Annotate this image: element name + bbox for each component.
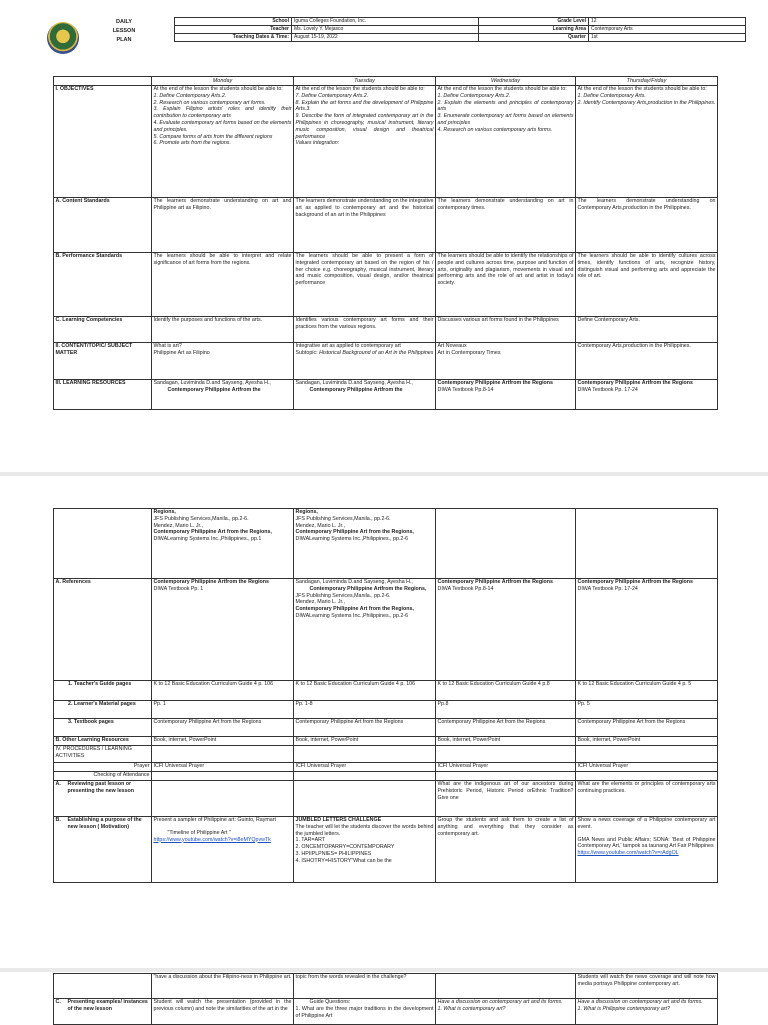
teachers-guide-tuesday: K to 12 Basic Education Curriculum Guide 4 p. 106	[294, 681, 436, 701]
lesson-table-2	[53, 508, 718, 883]
establishing-monday: Present a sampler of Philippine art: Guinto, Raymart "Timeline of Philippine Art " https://www.youtube.com/watch?v=i8eMYQpvwTk	[152, 817, 294, 883]
textbook-pages-label: 3. Textbook pages	[54, 719, 152, 737]
blank-cell-3	[54, 974, 152, 999]
grade-label: Grade Level	[479, 18, 589, 26]
continuation3-tuesday: topic from the words revealed in the challenge?	[294, 974, 436, 999]
blank-cell	[54, 509, 152, 579]
learning-resources-monday: Sandagan, Luviminda D.and Sayseng, Ayesha H., Contemporary Philippine Artfrom the	[152, 380, 294, 410]
objectives-thursday: At the end of the lesson the students should be able to: 1. Define Contemporary Arts. 2. Identify Contemporary Arts,production in the Philippines.	[576, 86, 718, 198]
performance-standards-thursday: The learners should be able to identify cultures across times, identify functions of arts, recognize history, distinguish visual and performing arts and appreciate the role of art.	[576, 253, 718, 317]
objectives-monday: At the end of the lesson the students should be able to: 1. Define Contemporary Arts.2. 2. Research on various contemporary art forms. 3. Explain Filipino artists' roles and identify their contribution to contemporary arts 4. Evaluate contemporary art forms based on the elements and principles. 5. Compare forms of arts from the different regions 6. Promote arts from the regions.	[152, 86, 294, 198]
header-table	[174, 17, 746, 42]
procedures-wednesday	[436, 746, 576, 763]
performance-standards-monday: The learners should be able to interpret and relate significance of art forms from the regions.	[152, 253, 294, 317]
other-resources-tuesday: Book, internet, PowerPoint	[294, 737, 436, 746]
dates-label: Teaching Dates & Time:	[175, 34, 292, 42]
prayer-wednesday: ICFI Universal Prayer	[436, 763, 576, 772]
reviewing-wednesday: What are the indigenous art of our ancestors during Prehistoric Period, Historic Period orEthnic Tradition? Give one	[436, 781, 576, 817]
other-resources-label: B. Other Learning Resources	[54, 737, 152, 746]
textbook-pages-monday: Contemporary Philippine Art from the Regions	[152, 719, 294, 737]
references-wednesday: Contemporary Philippine Artfrom the Regions DIWA Textbook Pp.8-14	[436, 579, 576, 681]
references-label: A. References	[54, 579, 152, 681]
learning-competencies-monday: Identify the purposes and functions of the arts.	[152, 317, 294, 343]
lesson-table-1	[53, 76, 718, 410]
content-standards-wednesday: The learners demonstrate understanding on art in contemporary times.	[436, 198, 576, 253]
presenting-wednesday: Have a discussion on contemporary art and its forms. 1. What is contemporary art?	[436, 999, 576, 1025]
learning-resources-wednesday: Contemporary Philippine Artfrom the Regions DIWA Textbook Pp.8-14	[436, 380, 576, 410]
school-logo-icon	[47, 22, 79, 54]
content-standards-monday: The learners demonstrate understanding on art and Philippine art as Filipino.	[152, 198, 294, 253]
other-resources-thursday: Book, internet, PowerPoint	[576, 737, 718, 746]
learning-resources-label: III. LEARNING RESOURCES	[54, 380, 152, 410]
performance-standards-label: B. Performance Standards	[54, 253, 152, 317]
reviewing-label: A. Reviewing past lesson or presenting the new lesson	[54, 781, 152, 817]
establishing-label: B. Establishing a purpose of the new lesson ( Motivation)	[54, 817, 152, 883]
page-2	[0, 478, 768, 968]
learners-material-thursday: Pp. 5	[576, 701, 718, 719]
performance-standards-tuesday: The learners should be able to present a form of integrated contemporary art based on the region of his / her choice e.g. choreography, musical instrument, literary and music composition, visual design, and/or theatrical performance	[294, 253, 436, 317]
textbook-pages-wednesday: Contemporary Philippine Art from the Regions	[436, 719, 576, 737]
textbook-pages-tuesday: Contemporary Philippine Art from the Regions	[294, 719, 436, 737]
teachers-guide-monday: K to 12 Basic Education Curriculum Guide 4 p. 106	[152, 681, 294, 701]
youtube-link-thursday[interactable]: https://www.youtube.com/watch?v=rAdgOL	[577, 850, 679, 857]
page-separator-2	[0, 968, 768, 972]
presenting-thursday: Have a discussion on contemporary art and its forms. 1. What is Philippine contemporary art?	[576, 999, 718, 1025]
other-resources-wednesday: Book, internet, PowerPoint	[436, 737, 576, 746]
learning-competencies-thursday: Define Contemporary Arts.	[576, 317, 718, 343]
youtube-link-monday[interactable]: https://www.youtube.com/watch?v=i8eMYQpvwTk	[153, 836, 271, 843]
procedures-thursday	[576, 746, 718, 763]
attendance-thursday	[576, 772, 718, 781]
teacher-value: Ms. Lovely Y. Mejasco	[292, 26, 479, 34]
establishing-thursday: Show a news coverage of a Philippine contemporary art event. GMA News and Public Affairs; SONA: 'Best of Philippine Contemporary Art,' tampok sa taunang Art Fair Philippines https://www.youtube.com/watch?v=rAdgOL	[576, 817, 718, 883]
content-topic-monday: What is art? Philippine Art as Filipino	[152, 343, 294, 380]
reviewing-tuesday	[294, 781, 436, 817]
references-tuesday: Sandagan, Luviminda D.and Sayseng, Ayesha H., Contemporary Philippine Artfrom the Regions, JFS Publishing Services,Manila., pp.2-6. Mendez, Mario L. Jr., Contemporary Philippine Art from the Regions, DIWALearning Systems Inc.,Philippines., pp.2-6	[294, 579, 436, 681]
attendance-label: Checking of Attendance	[54, 772, 152, 781]
area-label: Learning Area	[479, 26, 589, 34]
references-monday: Contemporary Philippine Artfrom the Regions DIWA Textbook Pp. 1	[152, 579, 294, 681]
procedures-label: IV. PROCEDURES / LEARNING ACTIVITIES	[54, 746, 152, 763]
prayer-tuesday: ICFI Universal Prayer	[294, 763, 436, 772]
reviewing-monday	[152, 781, 294, 817]
day-header-thursday: Thursday/Friday	[576, 77, 718, 86]
day-header-wednesday: Wednesday	[436, 77, 576, 86]
dlp-title: DAILY LESSON PLAN	[112, 19, 136, 43]
teacher-label: Teacher	[175, 26, 292, 34]
continuation-wednesday	[436, 509, 576, 579]
continuation-thursday	[576, 509, 718, 579]
quarter-label: Quarter	[479, 34, 589, 42]
content-topic-thursday: Contemporary Arts,production in the Philippines.	[576, 343, 718, 380]
establishing-tuesday: JUMBLED LETTERS CHALLENGE The teacher will let the students discover the words behind the jumbled letters. 1. TAR=ART 2. ONCEMTOPARRY=CONTEMPORARY 3. HPIIPLPNIES= PHILIPPINES 4. ISHOTRY=HISTORY"What can be the	[294, 817, 436, 883]
learning-resources-tuesday: Sandagan, Luviminda D.and Sayseng, Ayesha H., Contemporary Philippine Artfrom the	[294, 380, 436, 410]
reviewing-thursday: What are the elements or principles of contemporary arts continuing practices.	[576, 781, 718, 817]
objectives-wednesday: At the end of the lesson the students should be able to: 1. Define Contemporary Arts.2. 2. Explain the elements and principles of contemporary arts 3. Enumerate contemporary art forms based on elements and principles 4. Research on various contemporary arts forms.	[436, 86, 576, 198]
content-standards-thursday: The learners demonstrate understanding on Contemporary Arts,production in the Philippines.	[576, 198, 718, 253]
learners-material-tuesday: Pp. 1-8	[294, 701, 436, 719]
objectives-label: I. OBJECTIVES	[54, 86, 152, 198]
continuation-monday: Regions, JFS Publishing Services,Manila., pp.2-6. Mendez, Mario L. Jr., Contemporary Philippine Art from the Regions, DIWALearning Systems Inc.,Philippines., pp.1	[152, 509, 294, 579]
establishing-wednesday: Group the students and ask them to create a list of anything and everything that they consider as contemporary art.	[436, 817, 576, 883]
content-topic-wednesday: Art Noveaux Art in Contemporary Times	[436, 343, 576, 380]
continuation3-thursday: Students will watch the news coverage and will note how media portrays Philippine contemporary art.	[576, 974, 718, 999]
attendance-tuesday	[294, 772, 436, 781]
school-label: School	[175, 18, 292, 26]
learners-material-label: 2. Learner's Material pages	[54, 701, 152, 719]
grade-value: 12	[589, 18, 746, 26]
objectives-tuesday: At the end of the lesson the students should be able to: 7. Define Contemporary Arts.2. 8. Explain the art forms and the development of Philippine Arts.3. 9. Describe the form of integrated contemporary art in the Philippines in choreography, musical instrument, literary music composition, visual design and theatrical performance Values integration:	[294, 86, 436, 198]
day-header-tuesday: Tuesday	[294, 77, 436, 86]
continuation3-monday: "have a discussion about the Filipino-ness in Philippine art.	[152, 974, 294, 999]
lesson-table-3	[53, 973, 718, 1025]
dates-value: August 15-19, 2022	[292, 34, 479, 42]
blank-header	[54, 77, 152, 86]
page-1	[0, 0, 768, 470]
learning-competencies-tuesday: Identifies various contemporary art forms and their practices from the various regions.	[294, 317, 436, 343]
content-standards-label: A. Content Standards	[54, 198, 152, 253]
learning-resources-thursday: Contemporary Philippine Artfrom the Regions DIWA Textbook Pp. 17-24	[576, 380, 718, 410]
presenting-label: C. Presenting examples/ instances of the new lesson	[54, 999, 152, 1025]
learners-material-wednesday: Pp.8	[436, 701, 576, 719]
teachers-guide-wednesday: K to 12 Basic Education Curriculum Guide 4 p.8	[436, 681, 576, 701]
prayer-monday: ICFI Universal Prayer	[152, 763, 294, 772]
quarter-value: 1st	[589, 34, 746, 42]
procedures-monday	[152, 746, 294, 763]
textbook-pages-thursday: Contemporary Philippine Art from the Regions	[576, 719, 718, 737]
other-resources-monday: Book, internet, PowerPoint	[152, 737, 294, 746]
references-thursday: Contemporary Philippine Artfrom the Regions DIWA Textbook Pp. 17-24	[576, 579, 718, 681]
learners-material-monday: Pp. 1	[152, 701, 294, 719]
attendance-monday	[152, 772, 294, 781]
attendance-wednesday	[436, 772, 576, 781]
procedures-tuesday	[294, 746, 436, 763]
content-topic-tuesday: Integrative art as applied to contemporary art Subtopic: Historical Background of an Art in the Philippines	[294, 343, 436, 380]
presenting-tuesday: Guide Questions: 1. What are the three major traditions in the development of Philippine Art	[294, 999, 436, 1025]
prayer-label: Prayer	[54, 763, 152, 772]
teachers-guide-label: 1. Teacher's Guide pages	[54, 681, 152, 701]
area-value: Contemporary Arts	[589, 26, 746, 34]
content-topic-label: II. CONTENT/TOPIC/ SUBJECT MATTER	[54, 343, 152, 380]
continuation-tuesday: Regions, JFS Publishing Services,Manila., pp.2-6. Mendez, Mario L. Jr., Contemporary Philippine Art from the Regions, DIWALearning Systems Inc.,Philippines., pp.2-6	[294, 509, 436, 579]
performance-standards-wednesday: The learners should be able to identify the relationships of people and cultures across time, purpose and function of arts, originality and plagiarism, movements in visual and performing arts and the role of art and artist in today's society.	[436, 253, 576, 317]
presenting-monday: Student will watch the presentation (provided in the previous column) and note the similarities of the art in the	[152, 999, 294, 1025]
school-value: Iguma Colleges Foundation, Inc.	[292, 18, 479, 26]
prayer-thursday: ICFI Universal Prayer	[576, 763, 718, 772]
content-standards-tuesday: The learners demonstrate understanding on the integrative art as applied to contemporary art and the historical background of an art in the Philippines	[294, 198, 436, 253]
page-separator	[0, 472, 768, 476]
teachers-guide-thursday: K to 12 Basic Education Curriculum Guide 4 p. 5	[576, 681, 718, 701]
learning-competencies-wednesday: Discusses various art forms found in the Philippines	[436, 317, 576, 343]
continuation3-wednesday	[436, 974, 576, 999]
day-header-monday: Monday	[152, 77, 294, 86]
page-3	[0, 973, 768, 1024]
learning-competencies-label: C. Learning Competencies	[54, 317, 152, 343]
